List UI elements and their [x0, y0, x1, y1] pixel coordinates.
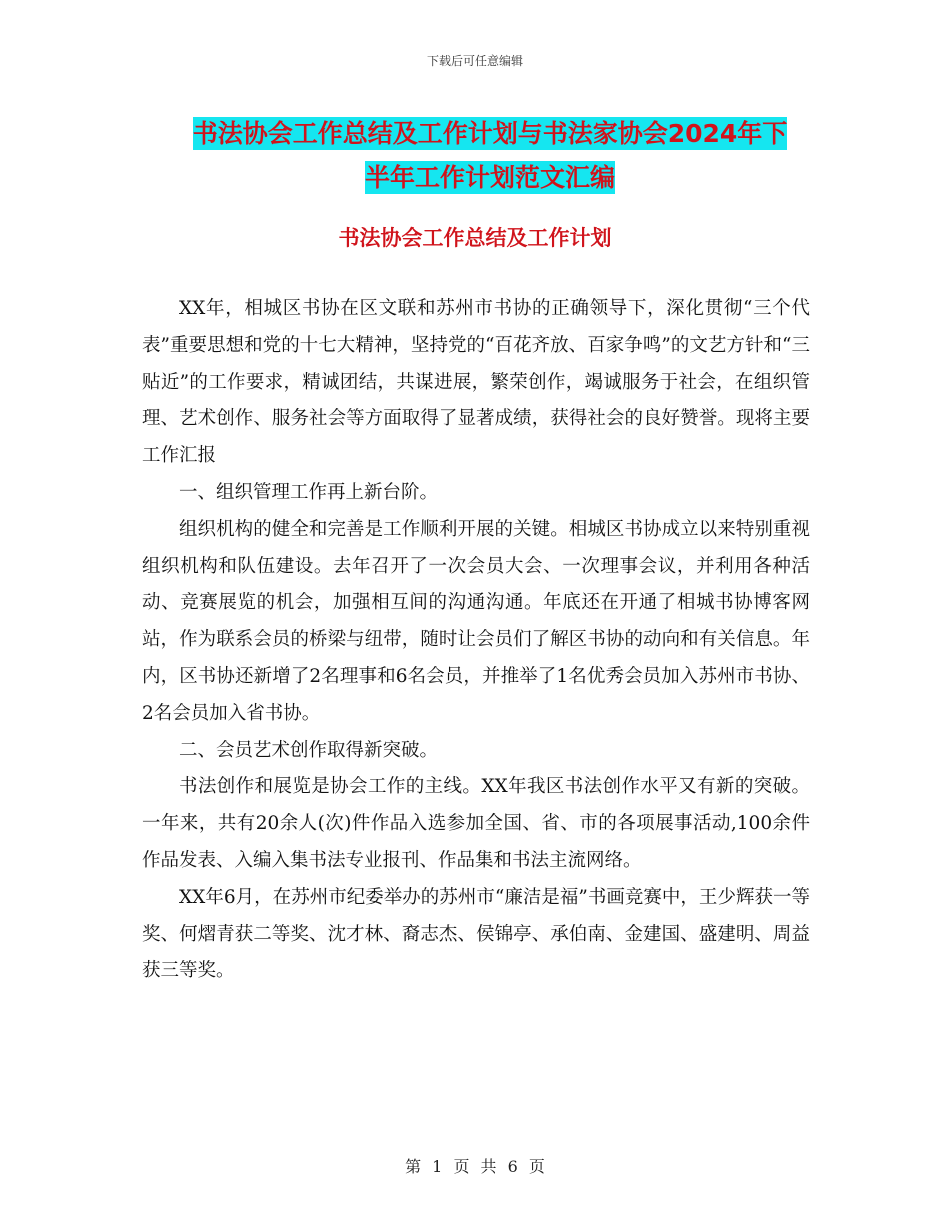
- paragraph: 书法创作和展览是协会工作的主线。XX年我区书法创作水平又有新的突破。一年来，共有20余人(次)件作品入选参加全国、省、市的各项展事活动,100余件作品发表、入编入集书法专业报刊、作品集和书法主流网络。: [142, 776, 810, 871]
- section-heading: 一、组织管理工作再上新台阶。: [179, 481, 439, 503]
- paragraph: XX年，相城区书协在区文联和苏州市书协的正确领导下，深化贯彻“三个代表”重要思想和党的十七大精神，坚持党的“百花齐放、百家争鸣”的文艺方针和“三贴近”的工作要求，精诚团结，共谋进展，繁荣创作，竭诚服务于社会，在组织管理、艺术创作、服务社会等方面取得了显著成绩，获得社会的良好赞誉。现将主要工作汇报: [142, 298, 810, 467]
- document-title-line-2: 半年工作计划范文汇编: [364, 163, 615, 192]
- section-heading: 二、会员艺术创作取得新突破。: [179, 739, 439, 761]
- body-text: [142, 291, 810, 990]
- page-number: 第 1 页 共 6 页: [405, 1157, 545, 1176]
- section-title: 书法协会工作总结及工作计划: [338, 226, 612, 250]
- paragraph: XX年6月，在苏州市纪委举办的苏州市“廉洁是福”书画竞赛中，王少辉获一等奖、何熠青获二等奖、沈才林、裔志杰、侯锦亭、承伯南、金建国、盛建明、周益获三等奖。: [142, 886, 810, 982]
- paragraph: 组织机构的健全和完善是工作顺利开展的关键。相城区书协成立以来特别重视组织机构和队伍建设。去年召开了一次会员大会、一次理事会议，并利用各种活动、竞赛展览的机会，加强相互间的沟通沟通。年底还在开通了相城书协博客网站，作为联系会员的桥梁与纽带，随时让会员们了解区书协的动向和有关信息。年内，区书协还新增了2名理事和6名会员，并推举了1名优秀会员加入苏州市书协、2名会员加入省书协。: [142, 518, 810, 724]
- header-note: 下载后可任意编辑: [426, 54, 523, 68]
- document-title-line-1: 书法协会工作总结及工作计划与书法家协会2024年下: [192, 119, 788, 148]
- document-title: [140, 112, 840, 200]
